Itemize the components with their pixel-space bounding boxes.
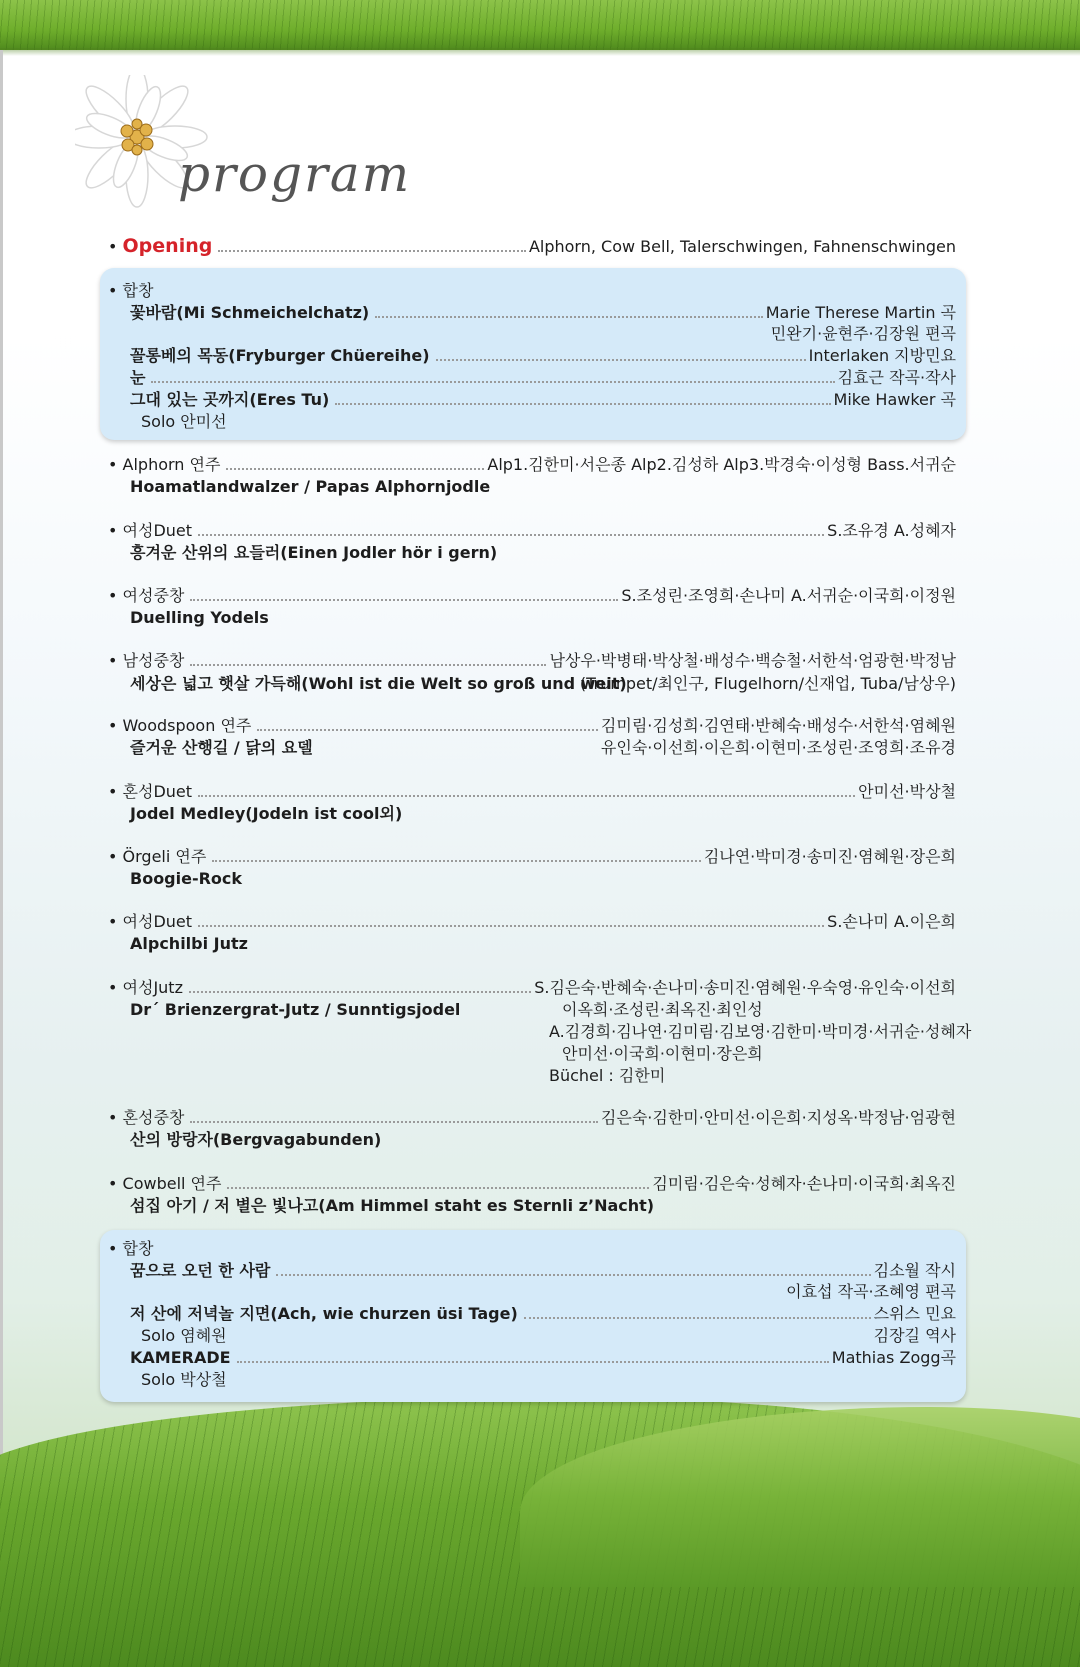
opening-label: • Opening <box>108 235 213 257</box>
leader-dots <box>237 1361 829 1363</box>
leader-dots <box>335 403 830 405</box>
section-performers: S.손나미 A.이은희 <box>827 912 956 931</box>
section-piece: Duelling Yodels <box>130 608 269 627</box>
section-female-duet <box>108 520 956 542</box>
leader-dots <box>375 316 763 318</box>
section-female-ensemble <box>108 585 956 607</box>
piece-title: 그대 있는 곳까지(Eres Tu) <box>130 390 330 409</box>
leader-dots <box>227 1187 649 1189</box>
piece-credit-2: 김장길 역사 <box>873 1326 956 1345</box>
solo-credit: Solo 박상철 <box>141 1370 227 1389</box>
section-piece: 산의 방랑자(Bergvagabunden) <box>130 1130 382 1149</box>
section-cowbell <box>108 1173 956 1195</box>
piece-credit: Mathias Zogg곡 <box>831 1348 956 1367</box>
section-piece: Jodel Medley(Jodeln ist cool외) <box>130 804 403 823</box>
leader-dots <box>190 664 546 666</box>
box1-item-4 <box>108 389 956 411</box>
leader-dots <box>436 359 806 361</box>
leader-dots <box>189 991 531 993</box>
section-category: • Woodspoon 연주 <box>108 715 251 737</box>
section-mixed-duet <box>108 781 956 803</box>
solo-credit: Solo 염혜원 <box>141 1326 227 1345</box>
section-performers: S.조성린·조영희·손나미 A.서귀순·이국희·이정원 <box>621 586 956 605</box>
piece-title: 저 산에 저녁놀 지면(Ach, wie churzen üsi Tage) <box>130 1304 518 1323</box>
leader-dots <box>198 795 855 797</box>
section-performers: 김미림·김성희·김연태·반혜숙·배성수·서한석·염혜원 <box>600 716 956 735</box>
section-performers: 남상우·박병태·박상철·배성수·백승철·서한석·엄광현·박정남 <box>549 651 956 670</box>
section-performers: 김미림·김은숙·성혜자·손나미·이국희·최옥진 <box>652 1174 956 1193</box>
piece-title: 꿈으로 오던 한 사람 <box>130 1261 271 1280</box>
piece-title: 눈 <box>130 368 146 387</box>
opening-row <box>108 236 956 258</box>
leader-dots <box>190 599 618 601</box>
box1-item-3 <box>108 367 956 389</box>
section-piece: 즐거운 산행길 / 닭의 요델 <box>130 738 313 757</box>
box1-category: • 합창 <box>108 280 956 302</box>
section-category: • 여성Jutz <box>108 977 183 999</box>
section-piece: Alpchilbi Jutz <box>130 934 248 953</box>
box1-item-2 <box>108 345 956 367</box>
section-performers-extra: 안미선·이국희·이현미·장은희 <box>562 1044 763 1063</box>
section-performers-extra: 이옥희·조성린·최옥진·최인성 <box>562 1000 763 1019</box>
section-category: • 혼성Duet <box>108 781 192 803</box>
solo-credit: Solo 안미선 <box>141 412 227 431</box>
section-mixed-ensemble <box>108 1107 956 1129</box>
section-category: • 여성중창 <box>108 585 184 607</box>
opening-performers: Alphorn, Cow Bell, Talerschwingen, Fahnenschwingen <box>528 237 956 256</box>
piece-title: 꼴롱베의 목동(Fryburger Chüereihe) <box>130 346 430 365</box>
section-piece: Dr´ Brienzergrat-Jutz / Sunntigsjodel <box>130 1000 461 1019</box>
section-orgeli <box>108 846 956 868</box>
section-performers-extra: A.김경희·김나연·김미림·김보영·김한미·박미경·서귀순·성혜자 <box>549 1022 972 1041</box>
box2-category: • 합창 <box>108 1238 956 1260</box>
box1-item-1 <box>108 302 956 324</box>
leader-dots <box>257 729 598 731</box>
leader-dots <box>198 925 824 927</box>
piece-credit: 김효근 작곡·작사 <box>837 368 956 387</box>
section-performers-2: (Trumpet/최인구, Flugelhorn/신재업, Tuba/남상우) <box>579 674 956 693</box>
leader-dots <box>190 1121 598 1123</box>
section-category: • 여성Duet <box>108 911 192 933</box>
piece-credit: 김소월 작시 <box>873 1261 956 1280</box>
section-piece: Boogie-Rock <box>130 869 243 888</box>
piece-credit: Interlaken 지방민요 <box>808 346 956 365</box>
section-category: • Alphorn 연주 <box>108 454 220 476</box>
section-category: • 혼성중창 <box>108 1107 184 1129</box>
section-performers: 김나연·박미경·송미진·염혜원·장은희 <box>703 847 956 866</box>
section-female-duet-2 <box>108 911 956 933</box>
piece-credit: Marie Therese Martin 곡 <box>765 303 956 322</box>
section-female-jutz <box>108 977 956 999</box>
box2-item-1 <box>108 1260 956 1282</box>
section-performers: 안미선·박상철 <box>858 782 956 801</box>
section-performers: 김은숙·김한미·안미선·이은희·지성옥·박정남·엄광현 <box>600 1108 956 1127</box>
piece-credit-2: 민완기·윤현주·김장원 편곡 <box>770 324 956 343</box>
section-category: • Cowbell 연주 <box>108 1173 221 1195</box>
section-piece: 흥겨운 산위의 요들러(Einen Jodler hör i gern) <box>130 543 498 562</box>
piece-credit: 스위스 민요 <box>873 1304 956 1323</box>
box2-item-2 <box>108 1303 956 1325</box>
piece-credit: Mike Hawker 곡 <box>833 390 956 409</box>
leader-dots <box>151 381 834 383</box>
box2-item-3 <box>108 1347 956 1369</box>
section-category: • 여성Duet <box>108 520 192 542</box>
leader-dots <box>212 860 701 862</box>
page-title: program <box>178 145 412 203</box>
section-piece: Hoamatlandwalzer / Papas Alphornjodle <box>130 477 491 496</box>
section-woodspoon <box>108 715 956 737</box>
leader-dots <box>198 534 824 536</box>
section-performers: Alp1.김한미·서은종 Alp2.김성하 Alp3.박경숙·이성형 Bass.서귀순 <box>487 455 956 474</box>
piece-title: 꽃바람(Mi Schmeichelchatz) <box>130 303 370 322</box>
section-category: • 남성중창 <box>108 650 184 672</box>
section-alphorn <box>108 454 956 476</box>
section-piece: 섬집 아기 / 저 별은 빛나고(Am Himmel staht es Sternli z’Nacht) <box>130 1196 655 1215</box>
piece-title: KAMERADE <box>130 1348 231 1367</box>
section-category: • Örgeli 연주 <box>108 846 206 868</box>
section-performers: S.김은숙·반혜숙·손나미·송미진·염혜원·우숙영·유인숙·이선희 <box>534 978 956 997</box>
leader-dots <box>218 250 526 252</box>
section-performers-extra: Büchel : 김한미 <box>549 1066 666 1085</box>
section-male-ensemble <box>108 650 956 672</box>
section-performers: S.조유경 A.성혜자 <box>827 521 956 540</box>
piece-credit-2: 이효섭 작곡·조혜영 편곡 <box>786 1282 956 1301</box>
leader-dots <box>226 468 484 470</box>
leader-dots <box>276 1274 870 1276</box>
section-performers-2: 유인숙·이선희·이은희·이현미·조성린·조영희·조유경 <box>600 738 956 757</box>
section-piece: 세상은 넓고 햇살 가득해(Wohl ist die Welt so groß und weit) <box>130 674 627 693</box>
leader-dots <box>524 1317 871 1319</box>
